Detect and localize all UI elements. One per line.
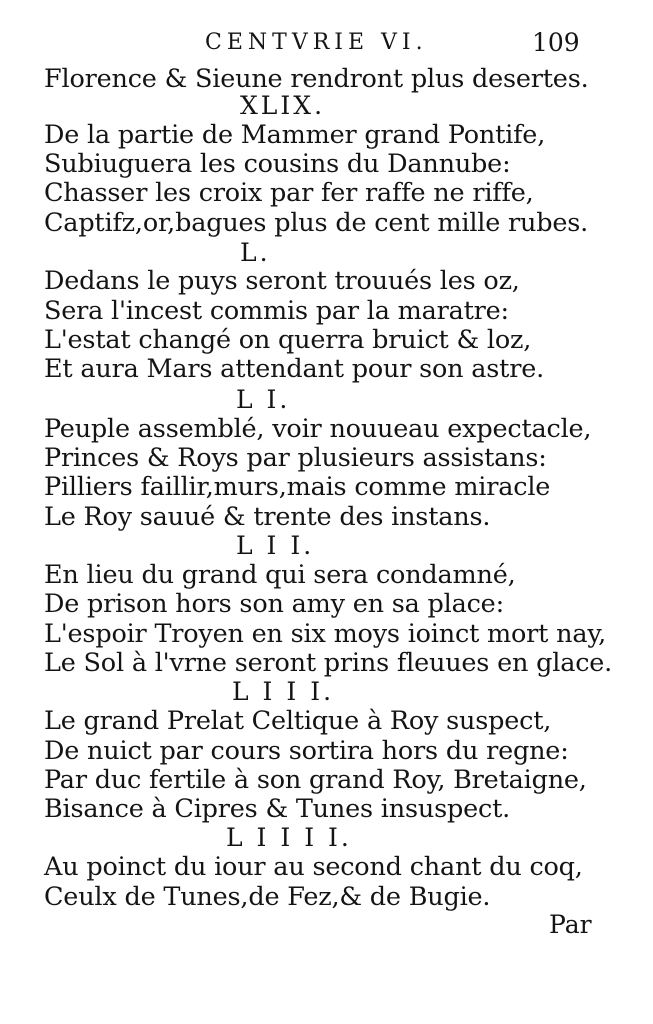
verse-line: Peuple assemblé, voir nouueau expectacle, xyxy=(44,414,592,444)
quatrain-number: L I I. xyxy=(236,531,315,560)
quatrain-number: L I I I. xyxy=(232,677,335,706)
quatrain-number: XLIX. xyxy=(240,91,326,120)
verse-line: L'espoir Troyen en six moys ioinct mort nay, xyxy=(44,619,607,649)
verse-line: L'estat changé on querra bruict & loz, xyxy=(44,325,532,355)
verse-line: En lieu du grand qui sera condamné, xyxy=(44,560,516,590)
page-number: 109 xyxy=(532,28,580,57)
quatrain-number: L. xyxy=(240,238,271,267)
quatrain-number: L I I I I. xyxy=(226,823,352,852)
verse-line: Au poinct du iour au second chant du coq, xyxy=(44,852,583,882)
verse-line: Captifz,or,bagues plus de cent mille rubes. xyxy=(44,208,589,238)
verse-line: Ceulx de Tunes,de Fez,& de Bugie. xyxy=(44,882,491,912)
quatrain-number: L I. xyxy=(236,385,291,414)
verse-line: Subiuguera les cousins du Dannube: xyxy=(44,149,511,179)
verse-line: Princes & Roys par plusieurs assistans: xyxy=(44,443,547,473)
running-head: CENTVRIE VI. xyxy=(205,30,428,55)
verse-line: Et aura Mars attendant pour son astre. xyxy=(44,354,544,384)
verse-line: Pilliers faillir,murs,mais comme miracle xyxy=(44,472,551,502)
verse-line: Par duc fertile à son grand Roy, Bretaigne, xyxy=(44,765,587,795)
verse-line: Bisance à Cipres & Tunes insuspect. xyxy=(44,794,511,824)
verse-line: Le Roy sauué & trente des instans. xyxy=(44,502,491,532)
verse-line: Le grand Prelat Celtique à Roy suspect, xyxy=(44,706,552,736)
verse-line: Sera l'incest commis par la maratre: xyxy=(44,296,509,326)
verse-line: De nuict par cours sortira hors du regne: xyxy=(44,736,569,766)
verse-line: De prison hors son amy en sa place: xyxy=(44,589,504,619)
verse-line: Dedans le puys seront trouués les oz, xyxy=(44,266,520,296)
catchword: Par xyxy=(549,910,592,939)
verse-line: Le Sol à l'vrne seront prins fleuues en glace. xyxy=(44,648,613,678)
verse-line: Chasser les croix par fer raffe ne riffe, xyxy=(44,178,534,208)
verse-line: De la partie de Mammer grand Pontife, xyxy=(44,120,546,150)
verse-line: Florence & Sieune rendront plus desertes. xyxy=(44,64,589,94)
